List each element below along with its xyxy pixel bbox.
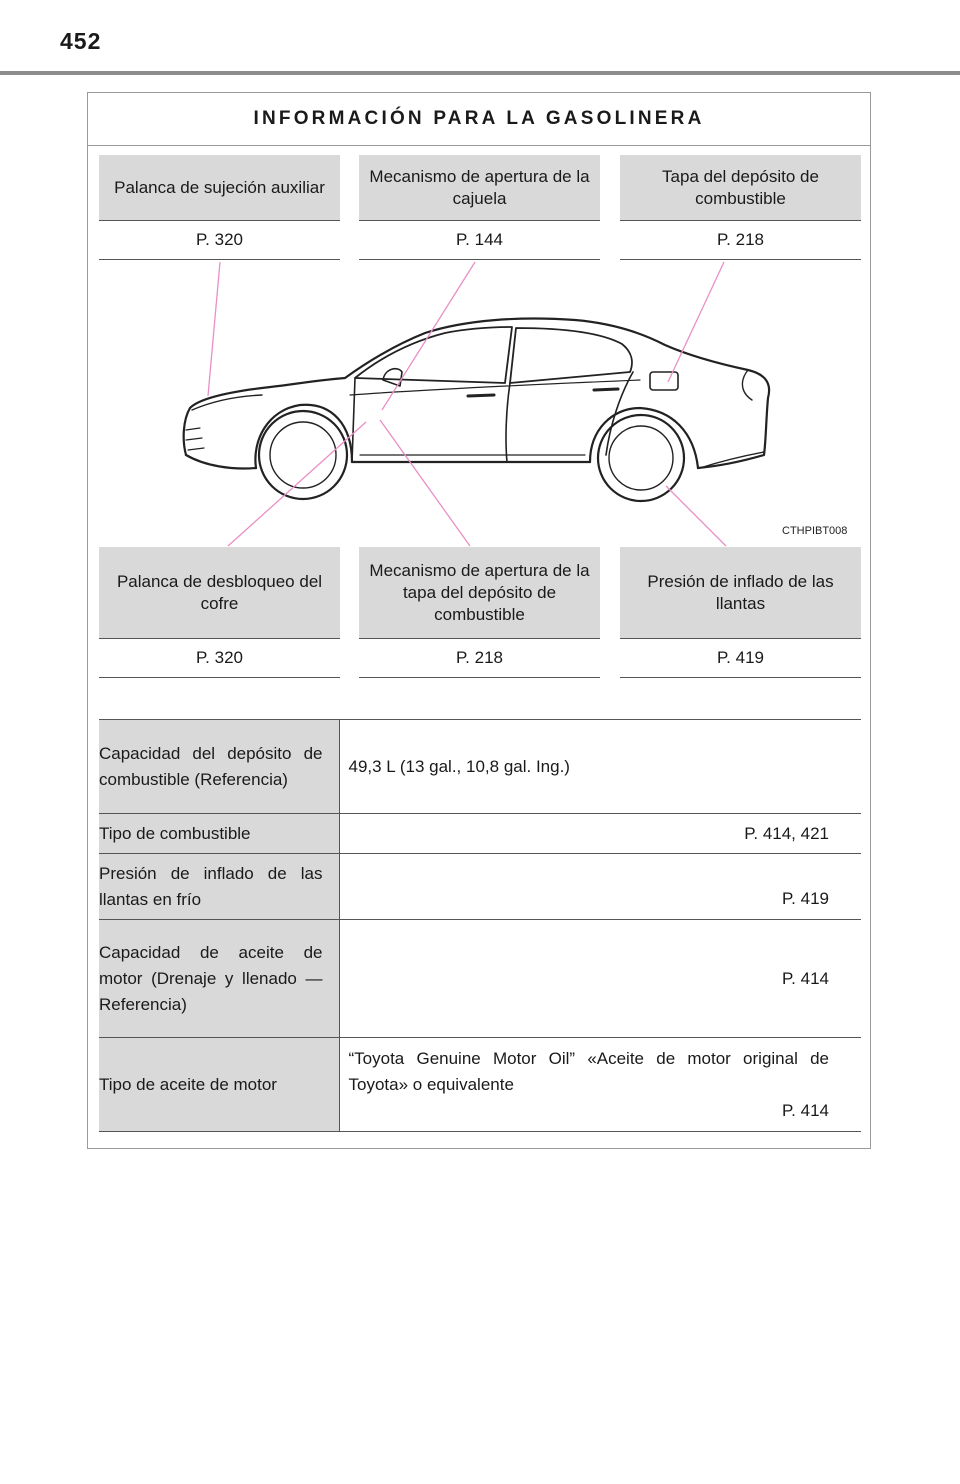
- table-row: [99, 854, 861, 920]
- spec-key: Presión de inflado de las llantas en frío: [99, 854, 339, 920]
- spec-key: Capacidad de aceite de motor (Drenaje y llenado — Referencia): [99, 920, 339, 1038]
- callout-trunk-opener: [359, 155, 600, 260]
- table-row: [99, 814, 861, 854]
- page-reference: P. 419: [620, 639, 861, 678]
- callout-label: Mecanismo de apertura de la cajuela: [359, 155, 600, 221]
- callout-label: Palanca de sujeción auxiliar: [99, 155, 340, 221]
- table-row: [99, 1038, 861, 1132]
- illustration-code: CTHPIBT008: [782, 525, 848, 537]
- spec-value-text: “Toyota Genuine Motor Oil” «Aceite de motor original de Toyota» o equivalente: [348, 1048, 829, 1094]
- page-reference: P. 320: [99, 221, 340, 260]
- spec-value: [339, 1038, 861, 1132]
- spec-value-text: 49,3 L (13 gal., 10,8 gal. Ing.): [348, 756, 570, 776]
- callout-fuel-door-opener: [359, 547, 600, 678]
- page-reference: P. 218: [620, 221, 861, 260]
- spec-table: [99, 719, 861, 1132]
- callout-hood-release-lever: [99, 547, 340, 678]
- spec-value: [339, 720, 861, 814]
- callout-label: Mecanismo de apertura de la tapa del depósito de combustible: [359, 547, 600, 639]
- spec-key: Capacidad del depósito de combustible (Referencia): [99, 720, 339, 814]
- header-rule: [0, 71, 960, 75]
- callout-auxiliary-catch-lever: [99, 155, 340, 260]
- spec-key: Tipo de aceite de motor: [99, 1038, 339, 1132]
- callout-label: Presión de inflado de las llantas: [620, 547, 861, 639]
- table-row: [99, 920, 861, 1038]
- callout-fuel-tank-cap: [620, 155, 861, 260]
- callout-tire-pressure: [620, 547, 861, 678]
- spec-reference: P. 414: [782, 1100, 829, 1120]
- spec-reference: P. 414: [339, 920, 861, 1038]
- callout-label: Palanca de desbloqueo del cofre: [99, 547, 340, 639]
- page-reference: P. 218: [359, 639, 600, 678]
- spec-reference: P. 419: [339, 854, 861, 920]
- box-title: INFORMACIÓN PARA LA GASOLINERA: [88, 93, 870, 146]
- page-reference: P. 320: [99, 639, 340, 678]
- table-row: [99, 720, 861, 814]
- callout-label: Tapa del depósito de combustible: [620, 155, 861, 221]
- page-number: 452: [60, 28, 102, 54]
- spec-key: Tipo de combustible: [99, 814, 339, 854]
- page-reference: P. 144: [359, 221, 600, 260]
- spec-reference: P. 414, 421: [339, 814, 861, 854]
